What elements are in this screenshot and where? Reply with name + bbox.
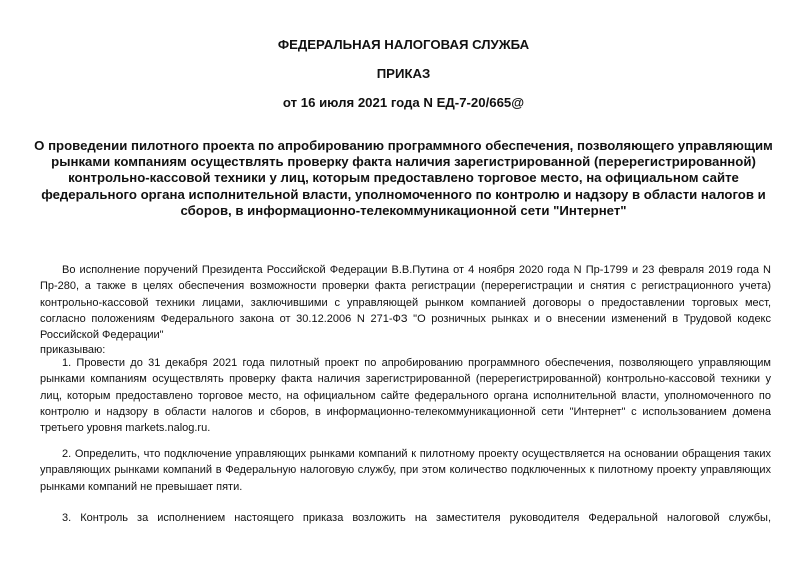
document-title: О проведении пилотного проекта по апробированию программного обеспечения, позволяющего управляющим рынками компаниям осуществлять проверку факта наличия зарегистрированной (перерегистрированной) контрольно-кассовой техники у лиц, которым предоставлено торговое место, на официальном сайте федерального органа исполнительной власти, уполномоченного по контролю и надзору в области налогов и сборов, в информационно-телекоммуникационной сети "Интернет" [34, 138, 773, 218]
agency-heading: ФЕДЕРАЛЬНАЯ НАЛОГОВАЯ СЛУЖБА [277, 37, 530, 52]
order-item-2: 2. Определить, что подключение управляющих рынками компаний к пилотному проекту осуществляется на основании обращения таких управляющих рынками компаний в Федеральную налоговую службу, при этом количество подключенных к пилотному проекту управляющих рынками компаний не превышает пяти. [40, 448, 771, 493]
document-type-heading: ПРИКАЗ [376, 66, 431, 81]
order-item-3: 3. Контроль за исполнением настоящего приказа возложить на заместителя руководителя Федеральной налоговой службы, [62, 512, 771, 524]
order-item-1: 1. Провести до 31 декабря 2021 года пилотный проект по апробированию программного обеспечения, позволяющего управляющим рынками компаниям осуществлять проверку факта наличия зарегистрированной (перерегистрированной) контрольно-кассовой техники у лиц, которым предоставлено торговое место, на официальном сайте федерального органа исполнительной власти, уполномоченного по контролю и надзору в области налогов и сборов, в информационно-телекоммуникационной сети "Интернет" с использованием домена третьего уровня markets.nalog.ru. [40, 357, 771, 435]
preamble-paragraph: Во исполнение поручений Президента Российской Федерации В.В.Путина от 4 ноября 2020 года N Пр-1799 и 23 февраля 2019 года N Пр-280, а также в целях обеспечения возможности проверки факта регистрации (перерегистрации и снятия с регистрационного учета) контрольно-кассовой техники лицами, заключившими с управляющей рынком компанией договоры о предоставлении торговых мест, согласно положениям Федерального закона от 30.12.2006 N 271-ФЗ "О розничных рынках и о внесении изменений в Трудовой кодекс Российской Федерации" [40, 264, 771, 342]
date-number-heading: от 16 июля 2021 года N ЕД-7-20/665@ [282, 95, 525, 110]
orders-label: приказываю: [40, 344, 106, 356]
